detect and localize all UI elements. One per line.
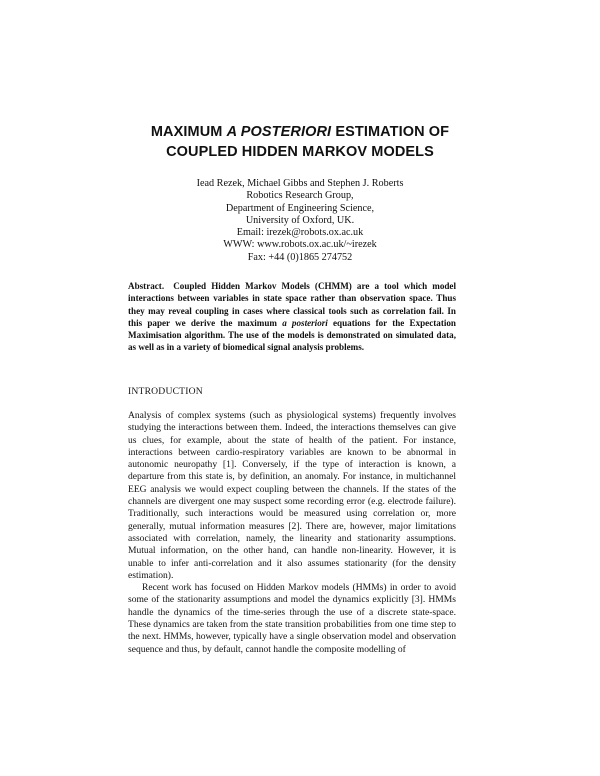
author-www: WWW: www.robots.ox.ac.uk/~irezek <box>223 239 377 251</box>
section-heading-introduction: INTRODUCTION <box>128 386 203 397</box>
abstract-text-part-2: equations for the Expectation Maximisation algorithm. The use of the models is demonstrated on simulated data, as well as in a variety of biomedical signal analysis problems. <box>128 317 456 353</box>
author-fax: Fax: +44 (0)1865 274752 <box>247 251 353 263</box>
abstract-italic-term: a posteriori <box>282 317 328 328</box>
abstract <box>128 280 456 354</box>
introduction-paragraph-2: Recent work has focused on Hidden Markov models (HMMs) in order to avoid some of the stationarity assumptions and model the dynamics explicitly [3]. HMMs handle the dynamics of the time-series through the use of a discrete state-space. These dynamics are taken from the state transition probabilities from one time step to the next. HMMs, however, typically have a single observation model and observation sequence and thus, by default, cannot handle the composite modelling of <box>128 582 456 655</box>
introduction-paragraph-1: Analysis of complex systems (such as physiological systems) frequently involves studying the interactions between them. Indeed, the interactions themselves can give us clues, for example, about the state of health of the patient. For instance, interactions between cardio-respiratory variables are known to be abnormal in autonomic neuropathy [1]. Conversely, if the type of interaction is known, a departure from this state is, by definition, an anomaly. For instance, in multichannel EEG analysis we would expect coupling between the channels. If the states of the channels are divergent one may suspect some recording error (e.g. electrode failure). Traditionally, such interactions would be measured using correlation or, more generally, mutual information measures [2]. There are, however, major limitations associated with correlation, namely, the linearity and stationarity assumptions. Mutual information, on the other hand, can handle non-linearity. However, it is unable to infer anti-correlation and it also assumes stationarity (for the density estimation). <box>128 410 456 581</box>
affiliation-department: Department of Engineering Science, <box>225 202 375 214</box>
paper-title <box>100 122 500 162</box>
author-block <box>150 178 450 264</box>
abstract-label: Abstract. <box>128 281 165 291</box>
abstract-text-part-1: Coupled Hidden Markov Models (CHMM) are a tool which model interactions between variables in state space rather than observation space. Thus they may reveal coupling in cases where classical tools such as correlation fail. In this paper we derive the maximum <box>128 281 456 328</box>
author-names: Iead Rezek, Michael Gibbs and Stephen J. Roberts <box>196 178 404 189</box>
title-line-1-end: ESTIMATION OF <box>331 124 450 140</box>
author-email: Email: irezek@robots.ox.ac.uk <box>236 227 364 239</box>
title-line-1 <box>100 122 500 142</box>
title-line-2: COUPLED HIDDEN MARKOV MODELS <box>166 144 434 160</box>
affiliation-university: University of Oxford, UK. <box>245 214 355 226</box>
introduction-body <box>128 410 456 656</box>
affiliation-group: Robotics Research Group, <box>246 190 354 202</box>
title-line-1-start: MAXIMUM <box>150 124 227 140</box>
title-italic-term: A POSTERIORI <box>226 124 332 140</box>
